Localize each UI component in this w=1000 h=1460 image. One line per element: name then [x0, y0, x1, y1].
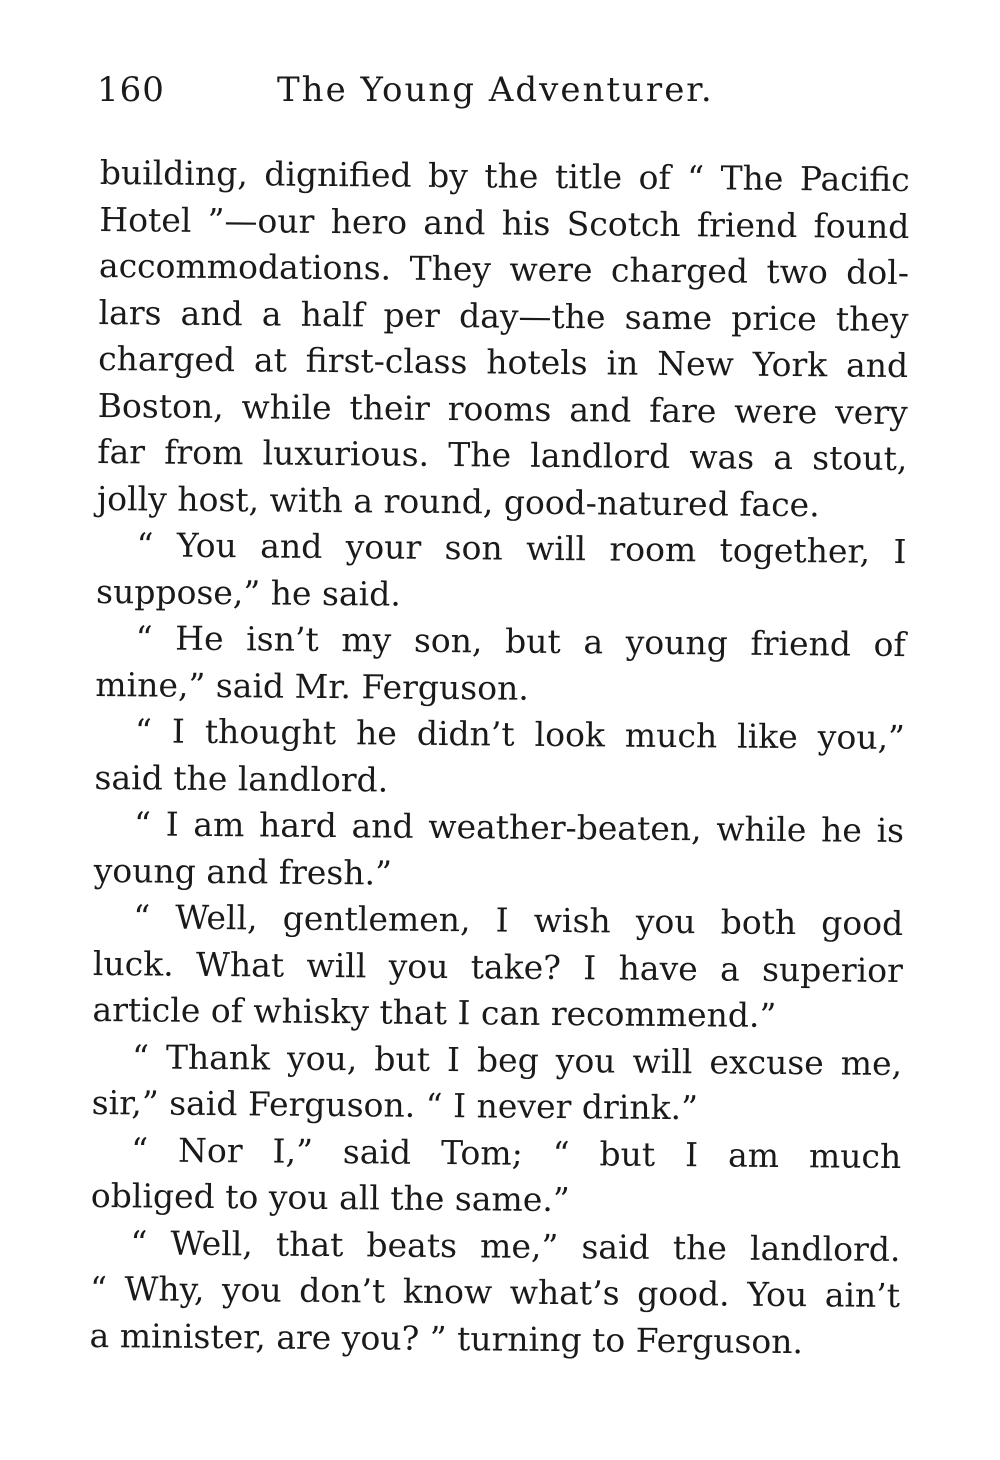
text-line: “ He isn’t my son, but a young friend of [135, 618, 906, 665]
text-line: mine,” said Mr. Ferguson. [95, 664, 529, 708]
page-number: 160 [97, 70, 165, 110]
page-header [97, 70, 897, 120]
text-line: “ I am hard and weather-beaten, while he is [133, 804, 905, 851]
text-line: building, dignified by the title of “ The Pacific [99, 152, 910, 200]
text-line: article of whisky that I can recommend.” [92, 989, 777, 1035]
text-line: suppose,” he said. [95, 571, 401, 614]
text-line: “ Why, you don’t know what’s good. You ain’t [89, 1268, 901, 1316]
text-line: charged at first-class hotels in New York and [98, 338, 909, 386]
text-line: luck. What will you take? I have a superior [92, 943, 904, 990]
text-line: far from luxurious. The landlord was a stout, [97, 431, 908, 479]
text-line: jolly host, with a round, good-natured face. [96, 478, 820, 524]
text-line: Hotel ”—our hero and his Scotch friend found [99, 199, 910, 246]
text-line: a minister, are you? ” turning to Ferguson. [89, 1315, 804, 1361]
text-line: young and fresh.” [93, 850, 393, 893]
text-line: “ Well, gentlemen, I wish you both good [133, 897, 904, 944]
text-line: “ I thought he didn’t look much like you,” [134, 711, 906, 758]
text-line: accommodations. They were charged two dol- [98, 245, 910, 293]
text-line: “ Nor I,” said Tom; “ but I am much [131, 1129, 902, 1176]
text-line: obliged to you all the same.” [90, 1175, 570, 1220]
text-line: “ You and your son will room together, I [136, 525, 907, 572]
body-text [89, 150, 910, 1366]
text-line: “ Well, that beats me,” said the landlord. [130, 1222, 901, 1269]
text-line: sir,” said Ferguson. “ I never drink.” [91, 1082, 699, 1128]
text-line: Boston, while their rooms and fare were very [97, 385, 908, 432]
text-line: “ Thank you, but I beg you will excuse me, [131, 1036, 903, 1083]
text-line: lars and a half per day—the same price they [98, 292, 909, 339]
text-line: said the landlord. [94, 757, 389, 800]
running-title: The Young Adventurer. [277, 70, 714, 110]
